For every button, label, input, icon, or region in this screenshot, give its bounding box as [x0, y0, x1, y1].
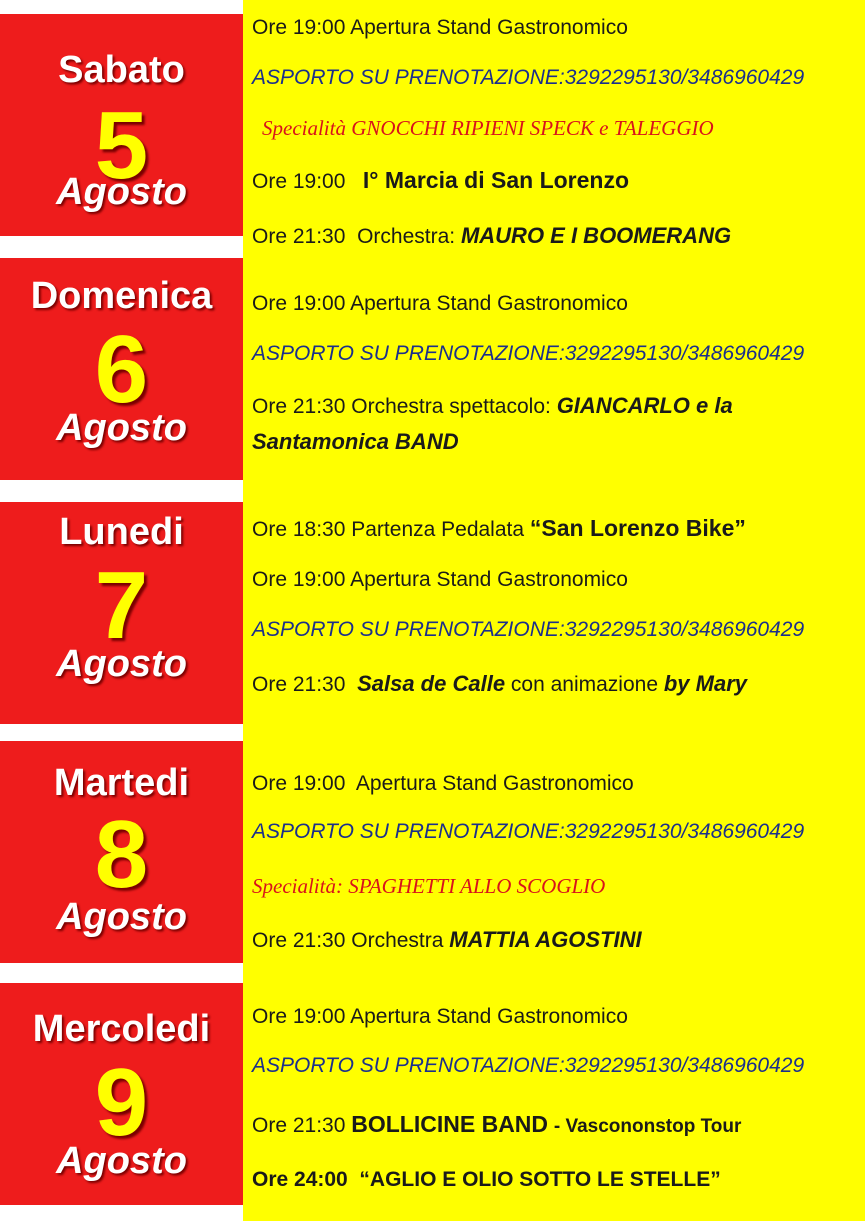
- event-highlight: Salsa de Calle: [357, 671, 506, 696]
- event-time: Ore 18:30: [252, 518, 346, 541]
- day-month: Agosto: [56, 171, 187, 213]
- day-name: Martedi: [53, 762, 190, 804]
- specialty-text: Specialità GNOCCHI RIPIENI SPECK e TALEGGIO: [262, 116, 714, 140]
- specialty-text: Specialità: SPAGHETTI ALLO SCOGLIO: [252, 874, 606, 898]
- day-month: Agosto: [56, 896, 187, 938]
- event-time: Ore 21:30: [252, 929, 346, 952]
- event-line: [252, 670, 857, 699]
- event-highlight: Santamonica BAND: [252, 429, 459, 454]
- specialty-line: [252, 872, 857, 900]
- event-highlight: “San Lorenzo Bike”: [529, 515, 746, 541]
- event-time: Ore 19:00: [252, 568, 346, 591]
- day-name: Domenica: [30, 275, 213, 317]
- event-text: Orchestra spettacolo:: [351, 395, 551, 418]
- takeaway-text: ASPORTO SU PRENOTAZIONE:3292295130/3486960429: [252, 1054, 805, 1077]
- event-text: - Vascononstop Tour: [553, 1116, 742, 1137]
- event-line: [252, 566, 857, 594]
- takeaway-line: [252, 818, 857, 846]
- takeaway-text: ASPORTO SU PRENOTAZIONE:3292295130/3486960429: [252, 618, 805, 641]
- event-text: Apertura Stand Gastronomico: [350, 1005, 628, 1028]
- event-text: con animazione: [510, 673, 658, 696]
- day-block-mercoledi: [0, 983, 243, 1205]
- takeaway-line: [252, 616, 857, 644]
- event-highlight: by Mary: [663, 671, 747, 696]
- specialty-line: [262, 114, 857, 142]
- takeaway-text: ASPORTO SU PRENOTAZIONE:3292295130/3486960429: [252, 342, 805, 365]
- event-line: [252, 1110, 857, 1141]
- day-number: 8: [94, 801, 149, 908]
- day-month: Agosto: [56, 1140, 187, 1182]
- day-block-martedi: [0, 741, 243, 963]
- day-block-domenica: [0, 258, 243, 480]
- event-text: Apertura Stand Gastronomico: [355, 772, 634, 795]
- event-highlight: I° Marcia di San Lorenzo: [362, 167, 630, 193]
- takeaway-text: ASPORTO SU PRENOTAZIONE:3292295130/3486960429: [252, 820, 805, 843]
- event-line: [252, 290, 857, 318]
- event-time: Ore 21:30: [252, 1114, 346, 1137]
- event-line: [252, 392, 857, 421]
- event-time: Ore 19:00: [252, 772, 346, 795]
- event-time: Ore 19:00: [252, 170, 346, 193]
- event-highlight: MATTIA AGOSTINI: [449, 927, 642, 952]
- event-highlight: BOLLICINE BAND: [351, 1111, 549, 1137]
- day-number: 9: [94, 1049, 149, 1156]
- event-text: Orchestra: [351, 929, 444, 952]
- event-line: [252, 1003, 857, 1031]
- event-text: Apertura Stand Gastronomico: [350, 16, 628, 39]
- day-name: Mercoledi: [32, 1008, 211, 1050]
- day-month: Agosto: [56, 407, 187, 449]
- day-number: 7: [94, 552, 149, 659]
- event-time: Ore 19:00: [252, 1005, 346, 1028]
- event-time: Ore 19:00: [252, 16, 346, 39]
- event-highlight: “AGLIO E OLIO SOTTO LE STELLE”: [359, 1168, 721, 1191]
- event-time: Ore 21:30: [252, 395, 346, 418]
- event-text: Orchestra:: [357, 225, 456, 248]
- event-highlight: MAURO E I BOOMERANG: [460, 223, 732, 248]
- event-highlight: GIANCARLO e la: [556, 393, 733, 418]
- day-block-lunedi: [0, 502, 243, 724]
- event-text: Apertura Stand Gastronomico: [350, 292, 628, 315]
- takeaway-line: [252, 64, 857, 92]
- day-month: Agosto: [56, 643, 187, 685]
- event-line: [252, 14, 857, 42]
- event-line: [252, 166, 857, 196]
- takeaway-text: ASPORTO SU PRENOTAZIONE:3292295130/3486960429: [252, 66, 805, 89]
- event-time: Ore 19:00: [252, 292, 346, 315]
- event-line: [252, 770, 857, 798]
- event-text: Apertura Stand Gastronomico: [350, 568, 628, 591]
- event-time: Ore 21:30: [252, 225, 346, 248]
- event-line: [252, 222, 857, 251]
- takeaway-line: [252, 1052, 857, 1080]
- event-line: [252, 514, 857, 544]
- event-line: [252, 1166, 857, 1194]
- event-text: Partenza Pedalata: [351, 518, 525, 541]
- event-line: [252, 926, 857, 955]
- day-number: 5: [94, 92, 149, 199]
- event-time: Ore 24:00: [252, 1168, 348, 1191]
- day-number: 6: [94, 316, 149, 423]
- takeaway-line: [252, 340, 857, 368]
- event-line: [252, 428, 857, 457]
- day-block-sabato: [0, 14, 243, 236]
- event-time: Ore 21:30: [252, 673, 346, 696]
- day-name: Sabato: [58, 49, 185, 91]
- day-name: Lunedi: [59, 511, 184, 553]
